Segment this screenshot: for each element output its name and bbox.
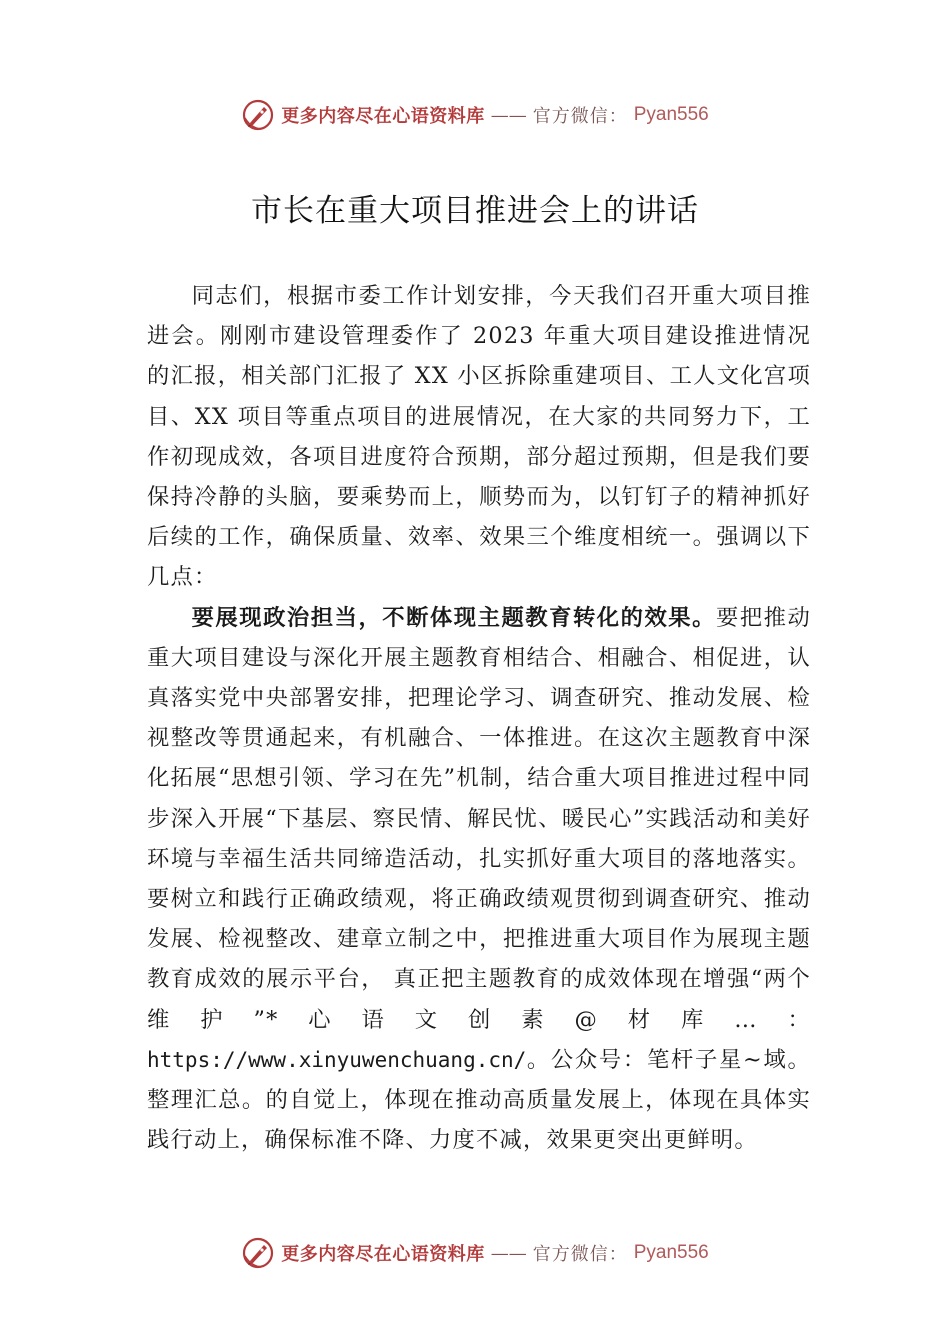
banner-brand: 更多内容尽在心语资料库 bbox=[281, 106, 485, 127]
pen-nib-logo-icon bbox=[241, 98, 275, 132]
paragraph-point-1 bbox=[147, 598, 811, 1161]
header-banner bbox=[0, 95, 950, 135]
footer-banner bbox=[0, 1233, 950, 1273]
banner-account: Pyan556 bbox=[633, 1242, 709, 1263]
banner-separator: —— bbox=[490, 104, 527, 126]
document-body bbox=[147, 276, 811, 1160]
paragraph-url: https://www.xinyuwenchuang.cn/ bbox=[147, 1047, 527, 1072]
pen-nib-logo-icon bbox=[241, 1236, 275, 1270]
paragraph-body: 要把推动重大项目建设与深化开展主题教育相结合、相融合、相促进，认真落实党中央部署安排，把理论学习、调查研究、推动发展、检视整改等贯通起来，有机融合、一体推进。在这次主题教育中深化拓展“思想引领、学习在先”机制，结合重大项目推进过程中同步深入开展“下基层、察民情、解民忧、暖民心”实践活动和美好环境与幸福生活共同缔造活动，扎实抓好重大项目的落地落实。要树立和践行正确政绩观，将正确政绩观贯彻到调查研究、推动发展、检视整改、建章立制之中，把推进重大项目作为展现主题教育成效的展示平台， 真正把主题教育的成效体现在增强“两个维护”*心语文创素@材库…： bbox=[147, 604, 811, 1033]
document-title: 市长在重大项目推进会上的讲话 bbox=[251, 193, 699, 229]
paragraph-lead: 要展现政治担当，不断体现主题教育转化的效果。 bbox=[191, 604, 716, 631]
banner-account: Pyan556 bbox=[633, 104, 709, 125]
banner-separator: —— bbox=[490, 1242, 527, 1264]
banner-brand: 更多内容尽在心语资料库 bbox=[281, 1244, 485, 1265]
paragraph-tail: 。公众号：笔杆子星~域。整理汇总。的自觉上，体现在推动高质量发展上，体现在具体实践行动上，确保标准不降、力度不减，效果更突出更鲜明。 bbox=[147, 1046, 811, 1154]
banner-official-label: 官方微信： bbox=[532, 1244, 628, 1265]
paragraph-intro: 同志们，根据市委工作计划安排，今天我们召开重大项目推进会。刚刚市建设管理委作了 2023 年重大项目建设推进情况的汇报，相关部门汇报了 XX 小区拆除重建项目、工人文化宫项目、XX 项目等重点项目的进展情况，在大家的共同努力下，工作初现成效，各项目进度符合预期，部分超过预期，但是我们要保持冷静的头脑，要乘势而上，顺势而为，以钉钉子的精神抓好后续的工作，确保质量、效率、效果三个维度相统一。强调以下几点： bbox=[147, 283, 811, 591]
banner-official-label: 官方微信： bbox=[532, 106, 628, 127]
